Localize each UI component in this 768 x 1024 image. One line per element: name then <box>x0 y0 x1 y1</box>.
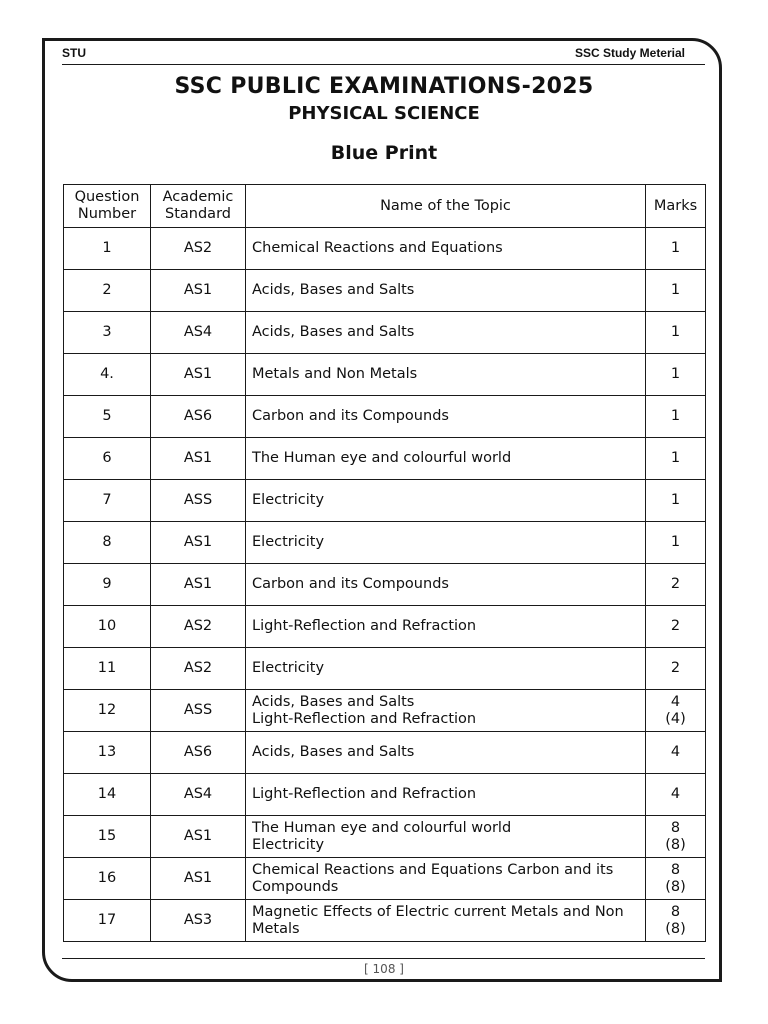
question-number-cell: 14 <box>64 774 151 816</box>
header-left-label: STU <box>62 46 86 60</box>
topic-cell <box>246 438 646 480</box>
marks-line: 4 <box>670 693 681 710</box>
topic-line: Metals and Non Metals <box>252 366 418 382</box>
academic-standard-cell: AS6 <box>151 396 246 438</box>
marks-line: 8 <box>670 819 681 836</box>
question-number-cell: 8 <box>64 522 151 564</box>
marks-line: 4 <box>670 786 681 802</box>
table-row <box>64 438 706 480</box>
question-number-cell: 3 <box>64 312 151 354</box>
topic-cell <box>246 606 646 648</box>
topic-line: Carbon and its Compounds <box>252 576 449 592</box>
topic-cell <box>246 480 646 522</box>
page-title: SSC PUBLIC EXAMINATIONS-2025 <box>174 74 594 99</box>
topic-cell <box>246 690 646 732</box>
marks-line: 1 <box>670 282 681 298</box>
marks-cell <box>646 354 706 396</box>
academic-standard-cell: AS3 <box>151 900 246 942</box>
question-number-cell: 6 <box>64 438 151 480</box>
marks-cell <box>646 732 706 774</box>
topic-line: Electricity <box>252 534 325 550</box>
marks-line: 1 <box>670 366 681 382</box>
topic-line: Magnetic Effects of Electric current Metals and Non <box>252 903 624 920</box>
marks-line: 2 <box>670 618 681 634</box>
table-row <box>64 396 706 438</box>
academic-standard-cell: AS4 <box>151 312 246 354</box>
page-number: [ 108 ] <box>364 962 404 976</box>
marks-cell <box>646 774 706 816</box>
marks-line: 1 <box>670 324 681 340</box>
marks-line: 1 <box>670 492 681 508</box>
table-row <box>64 816 706 858</box>
table-body <box>64 228 706 942</box>
topic-line: Acids, Bases and Salts <box>252 744 415 760</box>
topic-line: Acids, Bases and Salts <box>252 282 415 298</box>
topic-cell <box>246 774 646 816</box>
question-number-cell: 10 <box>64 606 151 648</box>
academic-standard-cell: AS2 <box>151 228 246 270</box>
topic-line: Acids, Bases and Salts <box>252 693 415 710</box>
academic-standard-cell: AS1 <box>151 438 246 480</box>
marks-cell <box>646 690 706 732</box>
topic-line: Light-Reflection and Refraction <box>252 618 477 634</box>
col-header-question-number <box>64 185 151 228</box>
col-header-academic-standard-line2: Standard <box>165 206 231 222</box>
marks-cell <box>646 564 706 606</box>
table-row <box>64 648 706 690</box>
academic-standard-cell: AS2 <box>151 606 246 648</box>
footer-divider <box>62 958 705 959</box>
topic-line: Light-Reflection and Refraction <box>252 710 477 727</box>
marks-line: (4) <box>665 710 686 727</box>
col-header-academic-standard <box>151 185 246 228</box>
marks-line: 1 <box>670 534 681 550</box>
marks-cell <box>646 648 706 690</box>
marks-line: 8 <box>670 861 681 878</box>
topic-line: Chemical Reactions and Equations Carbon and its <box>252 861 614 878</box>
academic-standard-cell: AS1 <box>151 270 246 312</box>
academic-standard-cell: AS1 <box>151 564 246 606</box>
table-row <box>64 774 706 816</box>
question-number-cell: 4. <box>64 354 151 396</box>
academic-standard-cell: AS6 <box>151 732 246 774</box>
blueprint-heading: Blue Print <box>330 142 438 164</box>
marks-cell <box>646 858 706 900</box>
question-number-cell: 5 <box>64 396 151 438</box>
topic-line: Light-Reflection and Refraction <box>252 786 477 802</box>
question-number-cell: 15 <box>64 816 151 858</box>
marks-cell <box>646 270 706 312</box>
marks-line: 2 <box>670 576 681 592</box>
table-row <box>64 690 706 732</box>
topic-cell <box>246 858 646 900</box>
academic-standard-cell: AS1 <box>151 816 246 858</box>
table-row <box>64 732 706 774</box>
table-row <box>64 312 706 354</box>
page-subtitle: PHYSICAL SCIENCE <box>288 103 480 124</box>
table-row <box>64 354 706 396</box>
table-row <box>64 228 706 270</box>
topic-cell <box>246 900 646 942</box>
academic-standard-cell: AS2 <box>151 648 246 690</box>
marks-line: 2 <box>670 660 681 676</box>
academic-standard-cell: AS1 <box>151 858 246 900</box>
table-row <box>64 858 706 900</box>
marks-cell <box>646 438 706 480</box>
question-number-cell: 11 <box>64 648 151 690</box>
topic-line: Electricity <box>252 492 325 508</box>
table-row <box>64 480 706 522</box>
marks-line: (8) <box>665 878 686 895</box>
marks-line: 1 <box>670 408 681 424</box>
table-row <box>64 564 706 606</box>
marks-cell <box>646 606 706 648</box>
blueprint-table <box>63 184 706 942</box>
topic-line: Metals <box>252 920 300 937</box>
question-number-cell: 1 <box>64 228 151 270</box>
header-divider <box>62 64 705 65</box>
marks-line: 8 <box>670 903 681 920</box>
topic-cell <box>246 522 646 564</box>
topic-cell <box>246 564 646 606</box>
header-right-label: SSC Study Meterial <box>574 46 685 60</box>
marks-cell <box>646 396 706 438</box>
table-row <box>64 606 706 648</box>
academic-standard-cell: ASS <box>151 690 246 732</box>
col-header-question-number-line2: Number <box>77 206 137 222</box>
topic-line: The Human eye and colourful world <box>252 819 512 836</box>
topic-line: Compounds <box>252 878 339 895</box>
table-row <box>64 270 706 312</box>
topic-cell <box>246 816 646 858</box>
topic-line: Electricity <box>252 836 325 853</box>
table-header-row <box>64 185 706 228</box>
question-number-cell: 2 <box>64 270 151 312</box>
col-header-marks: Marks <box>646 185 706 228</box>
topic-line: Acids, Bases and Salts <box>252 324 415 340</box>
marks-line: 1 <box>670 240 681 256</box>
topic-cell <box>246 312 646 354</box>
marks-line: (8) <box>665 920 686 937</box>
topic-cell <box>246 396 646 438</box>
topic-cell <box>246 270 646 312</box>
topic-cell <box>246 228 646 270</box>
topic-line: Carbon and its Compounds <box>252 408 449 424</box>
marks-cell <box>646 228 706 270</box>
topic-line: Chemical Reactions and Equations <box>252 240 503 256</box>
running-header <box>62 44 705 64</box>
academic-standard-cell: ASS <box>151 480 246 522</box>
academic-standard-cell: AS4 <box>151 774 246 816</box>
topic-cell <box>246 354 646 396</box>
col-header-academic-standard-line1: Academic <box>162 189 234 205</box>
marks-cell <box>646 480 706 522</box>
question-number-cell: 16 <box>64 858 151 900</box>
marks-line: 4 <box>670 744 681 760</box>
topic-line: Electricity <box>252 660 325 676</box>
question-number-cell: 7 <box>64 480 151 522</box>
marks-cell <box>646 312 706 354</box>
marks-cell <box>646 900 706 942</box>
question-number-cell: 12 <box>64 690 151 732</box>
question-number-cell: 13 <box>64 732 151 774</box>
marks-cell <box>646 522 706 564</box>
question-number-cell: 17 <box>64 900 151 942</box>
marks-cell <box>646 816 706 858</box>
col-header-topic: Name of the Topic <box>246 185 646 228</box>
marks-line: 1 <box>670 450 681 466</box>
topic-line: The Human eye and colourful world <box>252 450 512 466</box>
question-number-cell: 9 <box>64 564 151 606</box>
table-row <box>64 900 706 942</box>
marks-line: (8) <box>665 836 686 853</box>
topic-cell <box>246 648 646 690</box>
col-header-question-number-line1: Question <box>74 189 140 205</box>
academic-standard-cell: AS1 <box>151 522 246 564</box>
table-row <box>64 522 706 564</box>
topic-cell <box>246 732 646 774</box>
academic-standard-cell: AS1 <box>151 354 246 396</box>
